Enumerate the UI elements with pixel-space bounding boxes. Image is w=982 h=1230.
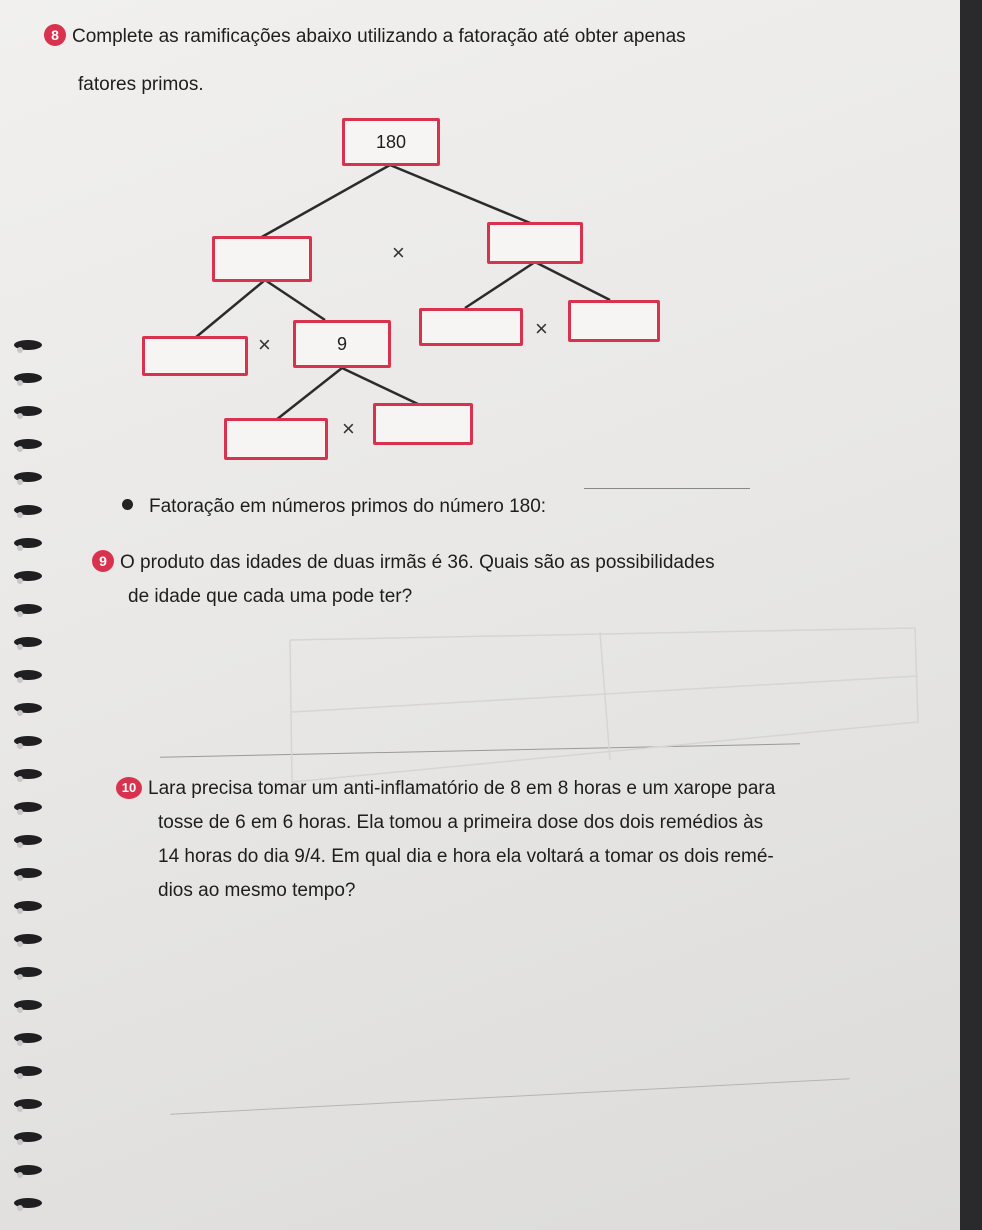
question-10 — [116, 774, 775, 804]
times-sign: × — [258, 332, 271, 357]
tree-root-box: 180 — [342, 118, 440, 166]
times-sign: × — [535, 316, 548, 341]
question-10-answer-line[interactable] — [170, 1078, 849, 1115]
question-number-badge: 8 — [44, 24, 66, 46]
question-10-line2 — [158, 808, 763, 838]
question-10-line3 — [158, 842, 774, 872]
question-10-text-line3: 14 horas do dia 9/4. Em qual dia e hora ela voltará a tomar os dois remé- — [158, 846, 774, 867]
question-10-text-line4: dios ao mesmo tempo? — [158, 880, 356, 901]
question-10-line4 — [158, 876, 356, 906]
question-10-text-line2: tosse de 6 em 6 horas. Ela tomou a primeira dose dos dois remédios às — [158, 812, 764, 833]
question-10-text-line1: Lara precisa tomar um anti-inflamatório de 8 em 8 horas e um xarope para — [148, 778, 776, 799]
times-sign: × — [392, 240, 405, 265]
question-8-text-line1: Complete as ramificações abaixo utilizando a fatoração até obter apenas — [72, 26, 686, 47]
question-number-badge: 9 — [92, 550, 114, 572]
question-8-text-line2: fatores primos. — [78, 74, 204, 95]
times-sign: × — [342, 416, 355, 441]
question-9-text-line1: O produto das idades de duas irmãs é 36. Quais são as possibilidades — [120, 552, 715, 573]
tree-nine-box: 9 — [293, 320, 391, 368]
factorization-label: Fatoração em números primos do número 180: — [149, 496, 547, 517]
question-number-badge: 10 — [116, 777, 142, 799]
question-9-text-line2: de idade que cada uma pode ter? — [128, 586, 413, 607]
